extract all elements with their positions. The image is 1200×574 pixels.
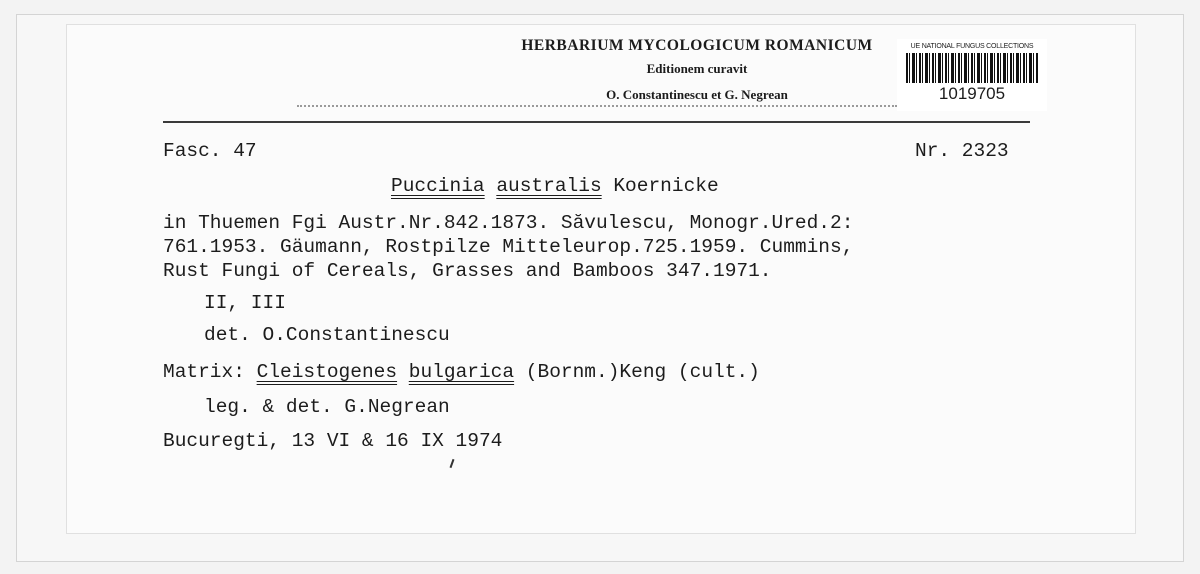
reference-line-2: 761.1953. Gäumann, Rostpilze Mitteleurop.725.1959. Cummins,: [163, 236, 854, 258]
header-rule: [163, 121, 1030, 123]
exsiccata-number: Nr. 2323: [915, 140, 1009, 162]
matrix-label: Matrix:: [163, 361, 245, 383]
dotted-divider: [297, 105, 897, 107]
barcode-sticker: [897, 39, 1047, 111]
species-name: [391, 174, 719, 198]
ink-mark: [450, 459, 455, 468]
matrix-author: (Bornm.)Keng (cult.): [525, 361, 760, 383]
species-genus: Puccinia: [391, 175, 485, 197]
fascicle: Fasc. 47: [163, 140, 257, 162]
determiner: det. O.Constantinescu: [204, 324, 450, 346]
barcode-icon: [906, 53, 1038, 83]
matrix-epithet: bulgarica: [408, 361, 515, 383]
spore-stages: II, III: [204, 292, 286, 314]
species-epithet: australis: [496, 175, 602, 197]
label-header: [447, 37, 947, 103]
header-subtitle: Editionem curavit: [646, 61, 748, 76]
reference-line-1: in Thuemen Fgi Austr.Nr.842.1873. Săvulescu, Monogr.Ured.2:: [163, 212, 854, 234]
matrix-genus: Cleistogenes: [256, 361, 398, 383]
species-author: Koernicke: [613, 175, 719, 197]
specimen-label: [66, 24, 1136, 534]
reference-line-3: Rust Fungi of Cereals, Grasses and Bamboos 347.1971.: [163, 260, 772, 282]
locality-date: Bucuregti, 13 VI & 16 IX 1974: [163, 430, 503, 452]
barcode-institution: UE NATIONAL FUNGUS COLLECTIONS: [910, 43, 1034, 50]
header-editors: O. Constantinescu et G. Negrean: [606, 87, 788, 102]
herbarium-title: HERBARIUM MYCOLOGICUM ROMANICUM: [521, 37, 873, 54]
matrix-line: [163, 360, 760, 384]
collector: leg. & det. G.Negrean: [204, 396, 450, 418]
barcode-number: 1019705: [938, 84, 1006, 103]
